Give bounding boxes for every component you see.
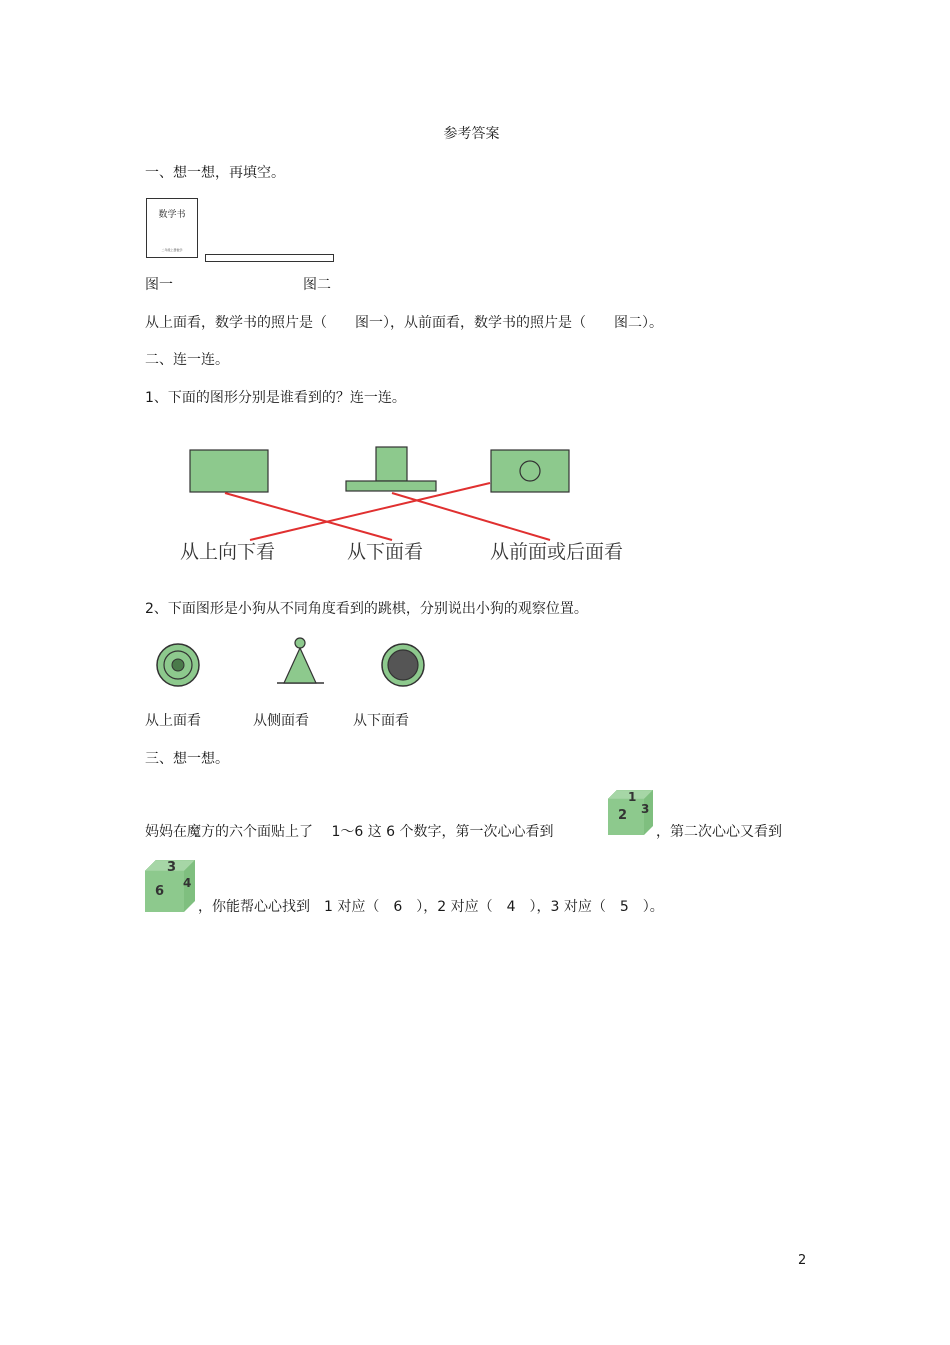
piece-top-ball (172, 659, 184, 671)
cube2-top-number: 3 (167, 860, 177, 875)
question-2: 2、下面图形是小狗从不同角度看到的跳棋，分别说出小狗的观察位置。 (145, 601, 588, 617)
question-1: 1、下面的图形分别是谁看到的？连一连。 (145, 390, 406, 406)
cube-second-view (145, 860, 195, 912)
label-from-below: 从下面看 (347, 541, 424, 563)
answer-from-side: 从侧面看 (253, 713, 309, 729)
answer-from-below: 从下面看 (353, 713, 409, 729)
cube2-front-number: 6 (155, 884, 165, 899)
piece-side-ball (295, 638, 305, 648)
section1-heading: 一、想一想，再填空。 (145, 165, 285, 181)
cube1-top-number: 1 (628, 790, 637, 804)
section3-heading: 三、想一想。 (145, 751, 229, 767)
label-front-back: 从前面或后面看 (490, 541, 624, 563)
book-subtitle: 二年级上册数学 (161, 248, 183, 252)
cube2-side-number: 4 (183, 876, 192, 890)
figure-2-label: 图二 (303, 277, 331, 293)
page-title: 参考答案 (443, 126, 500, 142)
section1-sentence: 从上面看，数学书的照片是（ 图一），从前面看，数学书的照片是（ 图二）。 (145, 315, 663, 331)
figure-1-label: 图一 (145, 277, 173, 293)
label-top-down: 从上向下看 (180, 541, 276, 563)
page-number: 2 (798, 1253, 807, 1268)
answer-from-top: 从上面看 (145, 713, 201, 729)
cube1-side-number: 3 (641, 802, 650, 816)
section2-heading: 二、连一连。 (145, 352, 229, 368)
piece-side-cone (284, 648, 316, 683)
piece-bottom-inner (388, 650, 418, 680)
book-title: 数学书 (158, 210, 186, 220)
cube-answer-sentence: ，你能帮心心找到 1 对应（ 6 ），2 对应（ 4 ），3 对应（ 5 ）。 (198, 899, 664, 915)
cube-first-view (608, 790, 653, 835)
cube-sentence-part2: ，第二次心心又看到 (656, 824, 782, 840)
cube-sentence-part1: 妈妈在魔方的六个面贴上了 1～6 这 6 个数字，第一次心心看到 (145, 824, 554, 840)
cube1-front-number: 2 (618, 808, 628, 823)
